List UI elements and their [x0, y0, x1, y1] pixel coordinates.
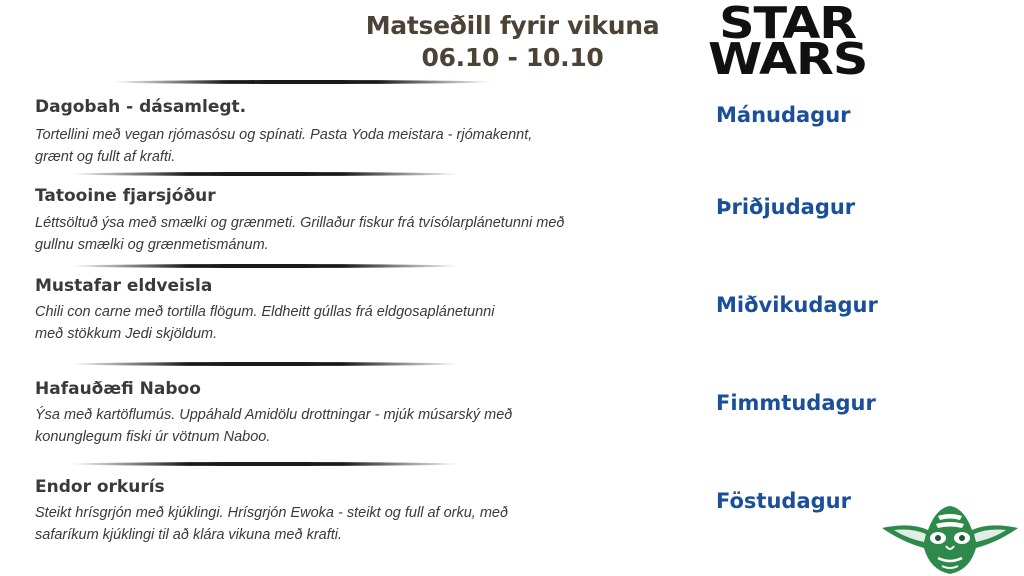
dish-desc-friday: [35, 502, 508, 546]
dish-name-friday: Endor orkurís: [35, 477, 165, 497]
title-line-1: Matseðill fyrir vikuna: [365, 11, 660, 40]
divider-1: [112, 80, 492, 84]
desc-line: Steikt hrísgrjón með kjúklingi. Hrísgrjón Ewoka - steikt og full af orku, með: [35, 505, 509, 521]
desc-line: Chili con carne með tortilla flögum. Eldheitt gúllas frá eldgosaplánetunni: [35, 304, 495, 320]
desc-line: grænt og fullt af krafti.: [35, 149, 176, 165]
desc-line: Tortellini með vegan rjómasósu og spínati. Pasta Yoda meistara - rjómakennt,: [35, 127, 533, 143]
yoda-head-shape: [882, 506, 1018, 574]
dish-name-wednesday: Mustafar eldveisla: [35, 276, 213, 296]
yoda-head-icon: [880, 500, 1020, 576]
day-wednesday: Miðvikudagur: [716, 293, 878, 317]
dish-desc-tuesday: [35, 212, 564, 256]
dish-desc-thursday: [35, 404, 512, 448]
desc-line: gullnu smælki og grænmetismánum.: [35, 237, 269, 253]
divider-3: [70, 264, 460, 268]
dish-name-thursday: Hafauðæfi Naboo: [35, 379, 201, 399]
divider-5: [70, 462, 460, 466]
divider-4: [70, 362, 460, 366]
day-tuesday: Þriðjudagur: [716, 195, 856, 219]
dish-desc-wednesday: [35, 301, 494, 345]
desc-line: Ýsa með kartöflumús. Uppáhald Amidölu drottningar - mjúk músarský með: [35, 407, 513, 423]
desc-line: konunglegum fiski úr vötnum Naboo.: [35, 429, 271, 445]
desc-line: með stökkum Jedi skjöldum.: [35, 326, 218, 342]
day-monday: Mánudagur: [716, 103, 851, 127]
dish-name-tuesday: Tatooine fjarsjóður: [35, 186, 216, 206]
desc-line: safaríkum kjúklingi til að klára vikuna með krafti.: [35, 527, 343, 543]
divider-2: [70, 172, 460, 176]
dish-desc-monday: [35, 124, 532, 168]
page-title: [330, 10, 695, 74]
day-thursday: Fimmtudagur: [716, 391, 876, 415]
logo-line-2: WARS: [708, 34, 868, 85]
desc-line: Léttsöltuð ýsa með smælki og grænmeti. Grillaður fiskur frá tvísólarplánetunni með: [35, 215, 565, 231]
day-friday: Föstudagur: [716, 489, 851, 513]
dish-name-monday: Dagobah - dásamlegt.: [35, 97, 247, 117]
star-wars-logo: [708, 0, 868, 85]
logo-line-1: STAR: [719, 0, 857, 49]
title-line-2: 06.10 - 10.10: [421, 43, 604, 72]
